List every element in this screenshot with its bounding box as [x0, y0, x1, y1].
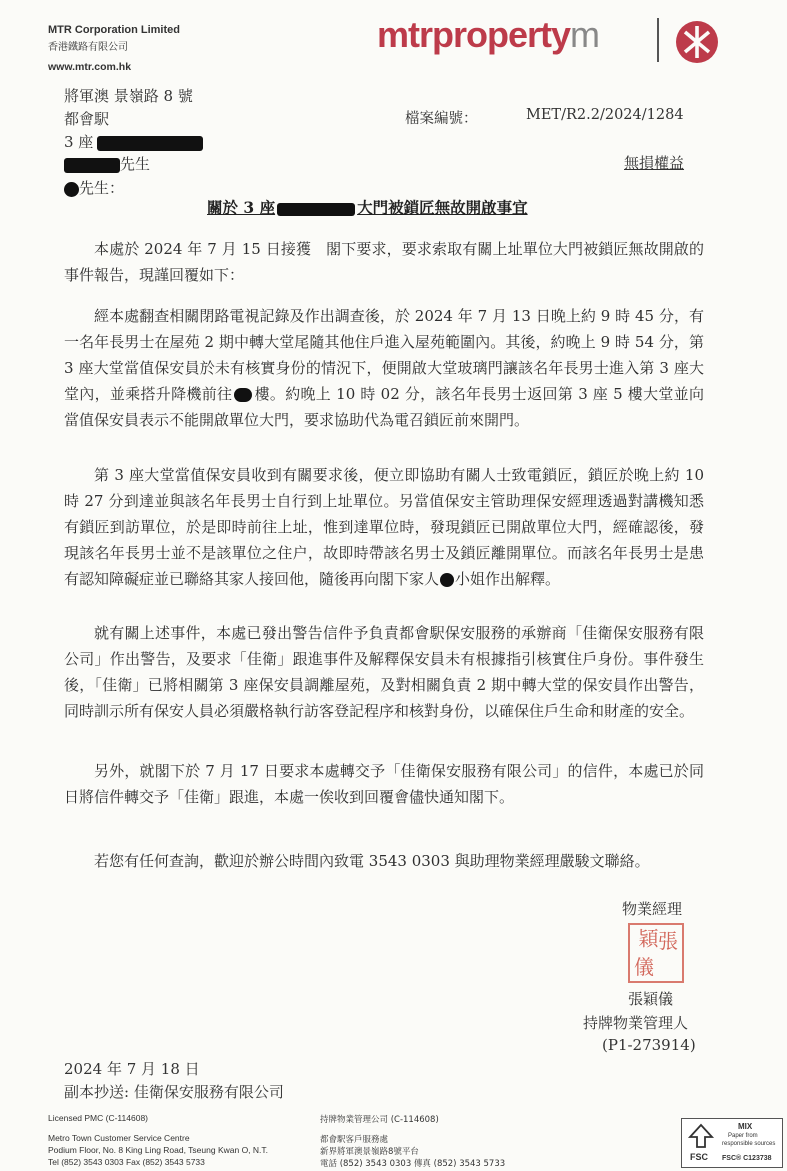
- body-paragraph-4: [64, 620, 704, 724]
- brand-main: mtrproperty: [377, 14, 571, 55]
- signatory-name: 張穎儀: [628, 990, 674, 1008]
- letter-subject: [207, 196, 528, 218]
- recipient-address-line1: 將軍澳 景嶺路 8 號: [64, 87, 193, 105]
- redaction-mark: [64, 158, 120, 173]
- footer-address-zh: 新界將軍澳景嶺路8號平台: [320, 1147, 419, 1157]
- fsc-line1: Paper from: [728, 1133, 758, 1139]
- corporation-name-zh: 香港鐵路有限公司: [48, 42, 128, 53]
- salutation-text: 先生：: [79, 179, 125, 197]
- subject-suffix: 大門被鎖匠無故開啟事宜: [357, 198, 528, 217]
- subject-prefix: 關於 3 座: [207, 198, 276, 217]
- fsc-line2: responsible sources: [722, 1141, 776, 1147]
- redaction-mark: [440, 573, 454, 587]
- paragraph-part-1: 第 3 座大堂當值保安員收到有關要求後，便立即協助有關人士致電鎖匠，鎖匠於晚上約 10 時 27 分到達並與該名年長男士自行到上址單位。另當值保安主管助理保安經理透過對講機知悉有鎖匠到訪單位，於是即時前往上址，惟到達單位時，發現鎖匠已開啟單位大門，經確認後，發現該名年長男士並不是該單位之住户，故即時帶該名男士及鎖匠離開單位。而該名年長男士是患有認知障礙症並已聯絡其家人接回他，隨後再向閣下家人: [64, 466, 704, 588]
- paragraph-text: 另外，就閣下於 7 月 17 日要求本處轉交予「佳衛保安服務有限公司」的信件，本處已於同日將信件轉交予「佳衛」跟進，本處一俟收到回覆會儘快通知閣下。: [64, 762, 704, 806]
- salutation-line: [64, 177, 124, 198]
- body-paragraph-6: [64, 848, 704, 874]
- licence-number: (P1-273914): [602, 1036, 696, 1054]
- corporation-name-en: MTR Corporation Limited: [48, 24, 180, 36]
- recipient-honorific: 先生: [120, 155, 151, 173]
- corporation-website: www.mtr.com.hk: [48, 61, 132, 73]
- footer-tel-en: Tel (852) 3543 0303 Fax (852) 3543 5733: [48, 1157, 205, 1167]
- footer-office-zh: 都會駅客戶服務處: [320, 1135, 389, 1145]
- fsc-label: FSC: [690, 1152, 708, 1162]
- file-number: MET/R2.2/2024/1284: [526, 107, 684, 123]
- footer-office-en: Metro Town Customer Service Centre: [48, 1133, 190, 1143]
- licence-title: 持牌物業管理人: [583, 1014, 689, 1032]
- fsc-tree-icon: [686, 1123, 716, 1149]
- signature-seal: [628, 923, 684, 983]
- body-paragraph-5: [64, 758, 704, 810]
- recipient-name-line: [64, 153, 150, 174]
- fsc-code: FSC® C123738: [722, 1155, 772, 1162]
- logo-divider: [657, 18, 659, 62]
- paragraph-text: [64, 303, 704, 433]
- file-number-label: 檔案編號：: [405, 111, 478, 127]
- paragraph-part-2: 小姐作出解釋。: [455, 570, 561, 588]
- redaction-mark: [97, 136, 203, 151]
- redaction-mark: [277, 203, 355, 216]
- footer-address-en: Podium Floor, No. 8 King Ling Road, Tseung Kwan O, N.T.: [48, 1145, 269, 1155]
- without-prejudice-notice: 無損權益: [624, 154, 685, 172]
- paragraph-part-2: 樓。約晚上 10 時 02 分，該名年長男士返回第 3 座 5 樓大堂並向當值保安員表示不能開啟單位大門，要求協助代為電召鎖匠前來開門。: [64, 385, 704, 429]
- body-paragraph-3: [64, 462, 704, 592]
- footer-tel-zh: 電話 (852) 3543 0303 傳真 (852) 3543 5733: [320, 1159, 506, 1169]
- redaction-mark: [234, 388, 252, 402]
- brand-tail: m: [570, 14, 600, 55]
- seal-char: 儀: [634, 955, 654, 979]
- letter-date: 2024 年 7 月 18 日: [64, 1060, 200, 1078]
- mtr-property-logo-text: [377, 14, 599, 56]
- footer-licence-zh: 持牌物業管理公司 (C-114608): [320, 1115, 439, 1125]
- paragraph-part-1: 經本處翻查相關閉路電視記錄及作出調查後，於 2024 年 7 月 13 日晚上約 9 時 45 分，有一名年長男士在屋苑 2 期中轉大堂尾隨其他住戶進入屋苑範圍內。其後，約晚上 9 時 54 分，第 3 座大堂當值保安員於未有核實身份的情況下，便開啟大堂玻璃門讓該名年長男士進入第 3 座大堂內，並乘搭升降機前往: [64, 307, 704, 403]
- redaction-mark: [64, 182, 79, 197]
- body-paragraph-2: [64, 303, 704, 433]
- seal-char: 穎: [635, 928, 659, 948]
- signatory-title: 物業經理: [622, 900, 683, 918]
- fsc-certification-label: [681, 1118, 783, 1168]
- paragraph-text: 本處於 2024 年 7 月 15 日接獲 閣下要求，要求索取有關上址單位大門被鎖匠無故開啟的事件報告，現謹回覆如下：: [64, 240, 704, 284]
- fsc-mix: MIX: [738, 1122, 753, 1131]
- block-prefix: 3 座: [64, 133, 94, 151]
- paragraph-text: [64, 462, 704, 592]
- paragraph-text: 就有關上述事件，本處已發出警告信件予負責都會駅保安服務的承辦商「佳衛保安服務有限公司」作出警告，及要求「佳衛」跟進事件及解釋保安員未有根據指引核實住戶身份。事件發生後，「佳衛」已將相關第 3 座保安員調離屋苑，及對相關負責 2 期中轉大堂的保安員作出警告，同時訓示所有保安人員必須嚴格執行訪客登記程序和核對身份，以確保住戶生命和財產的安全。: [64, 624, 704, 720]
- recipient-address-line2: 都會駅: [64, 110, 110, 128]
- recipient-address-line3: [64, 131, 203, 152]
- paragraph-text: 若您有任何查詢，歡迎於辦公時間內致電 3543 0303 與助理物業經理嚴駿文聯絡。: [94, 852, 650, 870]
- copy-to: 副本抄送: 佳衛保安服務有限公司: [64, 1083, 284, 1101]
- footer-licence-en: Licensed PMC (C-114608): [48, 1113, 148, 1123]
- body-paragraph-1: [64, 236, 704, 288]
- seal-char: 張: [658, 929, 678, 953]
- mtr-logo-icon: [675, 20, 719, 64]
